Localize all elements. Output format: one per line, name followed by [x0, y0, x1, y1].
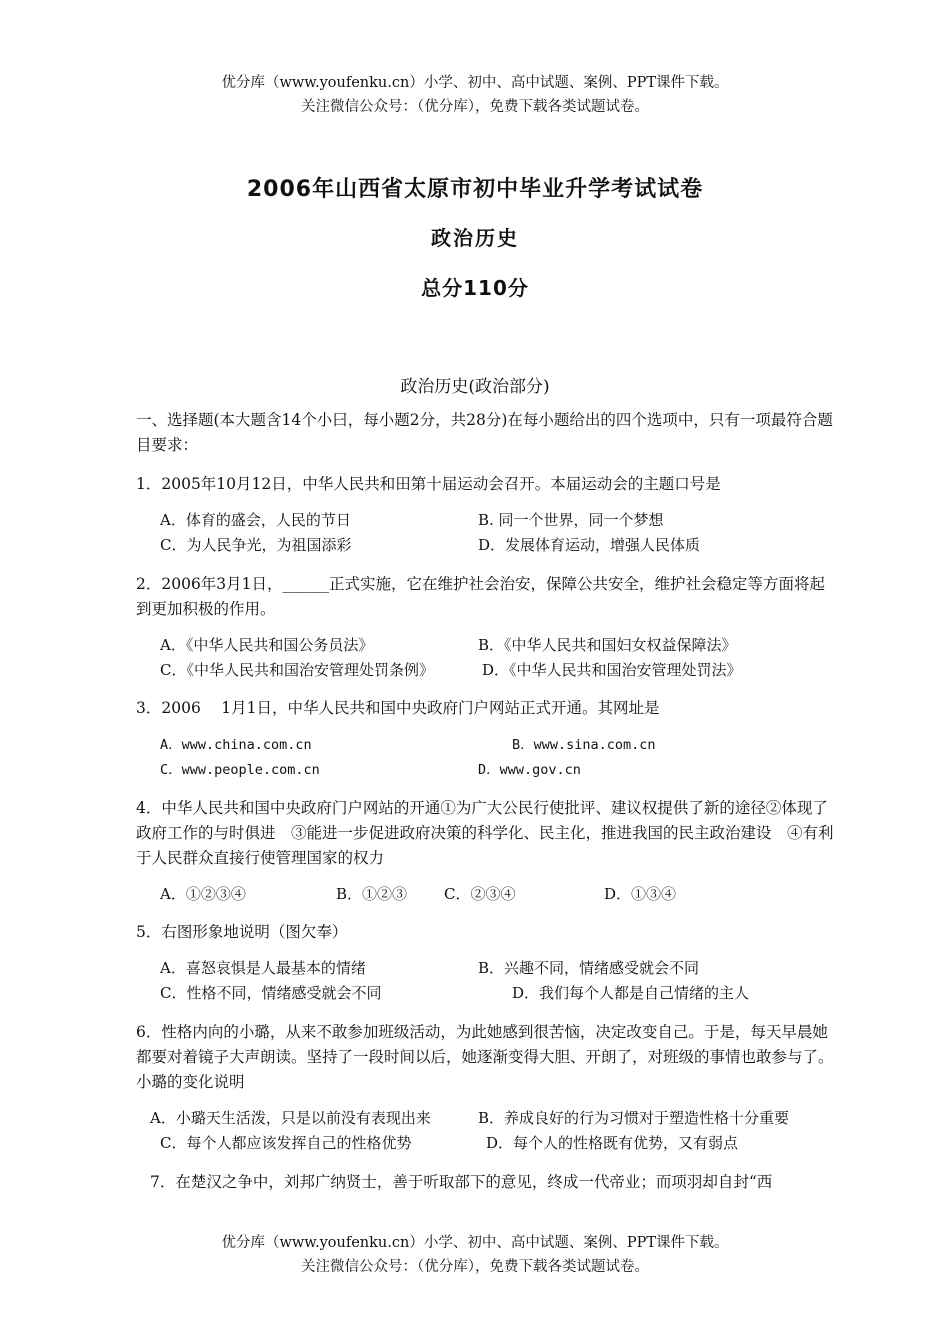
question-1-option-d: D．发展体育运动，增强人民体质	[478, 536, 701, 554]
question-2-stem-end: 正式实施，它在维护社会治安，保障公共安全，维护社会稳定等方面将起到更加积极的作用。	[136, 575, 826, 618]
question-5-option-a: A．喜怒哀惧是人最基本的情绪	[160, 959, 366, 977]
footer-line-1: 优分库（www.youfenku.cn）小学、初中、高中试题、案例、PPT课件下载。	[221, 1235, 729, 1251]
question-4-option-a: A．①②③④	[160, 885, 246, 903]
question-1-option-c: C．为人民争光，为祖国添彩	[160, 536, 352, 554]
question-3-option-c: C．www.people.com.cn	[160, 762, 320, 778]
question-6-stem: 6．性格内向的小璐，从来不敢参加班级活动，为此她感到很苦恼，决定改变自己。于是，每天早晨她都要对着镜子大声朗读。坚持了一段时间以后，她逐渐变得大胆、开朗了，对班级的事情也敢参与了。小璐的变化说明	[136, 1023, 834, 1091]
instructions: 一、选择题(本大题含14个小曰，每小题2分，共28分)在每小题给出的四个选项中，只有一项最符合题目要求：	[136, 411, 833, 454]
question-6-option-a: A．小璐天生活泼，只是以前没有表现出来	[150, 1109, 431, 1127]
question-5-option-c: C．性格不同，情绪感受就会不同	[160, 984, 382, 1002]
question-2-blank: ______	[282, 575, 330, 593]
question-1-option-a: A．体育的盛会，人民的节日	[160, 511, 351, 529]
question-1-option-b: B. 同一个世界，同一个梦想	[478, 511, 664, 529]
section-title: 政治历史(政治部分)	[400, 377, 550, 397]
question-4-stem: 4．中华人民共和国中央政府门户网站的开通①为广大公民行使批评、建议权提供了新的途径②体现了政府工作的与时俱进 ③能进一步促进政府决策的科学化、民主化，推进我国的民主政治建设 ④有利于人民群众直接行使管理国家的权力	[136, 799, 834, 867]
question-2-stem	[136, 572, 836, 622]
question-5-option-b: B．兴趣不同，情绪感受就会不同	[478, 959, 700, 977]
footer-line-2: 关注微信公众号：（优分库），免费下载各类试题试卷。	[301, 1259, 649, 1275]
question-5-option-d: D．我们每个人都是自己情绪的主人	[512, 984, 750, 1002]
header-line-2: 关注微信公众号：（优分库），免费下载各类试题试卷。	[301, 99, 649, 115]
question-3-stem: 3．2006 1月1日，中华人民共和国中央政府门户网站正式开通。其网址是	[136, 699, 660, 717]
header-line-1: 优分库（www.youfenku.cn）小学、初中、高中试题、案例、PPT课件下载。	[221, 75, 729, 91]
question-2-option-b: B．《中华人民共和国妇女权益保障法》	[478, 636, 737, 654]
question-3-option-a: A．www.china.com.cn	[160, 737, 312, 753]
question-2-option-c: C．《中华人民共和国治安管理处罚条例》	[160, 661, 434, 679]
question-6-option-c: C．每个人都应该发挥自己的性格优势	[160, 1134, 412, 1152]
question-4-option-b: B．①②③	[336, 885, 408, 903]
question-3-option-b: B．www.sina.com.cn	[512, 737, 656, 753]
exam-title: 2006年山西省太原市初中毕业升学考试试卷	[246, 177, 704, 202]
question-2-option-d: D．《中华人民共和国治安管理处罚法》	[482, 661, 742, 679]
question-3-option-d: D．www.gov.cn	[478, 762, 581, 778]
question-4-option-d: D．①③④	[604, 885, 677, 903]
question-1-stem: 1．2005年10月12日，中华人民共和田第十届运动会召开。本届运动会的主题口号是	[136, 475, 721, 493]
question-2-stem-start: 2．2006年3月1日，	[136, 575, 283, 593]
question-6-option-d: D．每个人的性格既有优势，又有弱点	[486, 1134, 739, 1152]
exam-subject: 政治历史	[431, 226, 519, 250]
question-6-option-b: B．养成良好的行为习惯对于塑造性格十分重要	[478, 1109, 790, 1127]
exam-total-score: 总分110分	[421, 276, 529, 300]
question-7-stem: 7．在楚汉之争中，刘邦广纳贤士，善于听取部下的意见，终成一代帝业；而项羽却自封“西	[150, 1173, 773, 1191]
question-4-option-c: C．②③④	[444, 885, 516, 903]
question-2-option-a: A．《中华人民共和国公务员法》	[160, 636, 374, 654]
question-5-stem: 5．右图形象地说明（图欠奉）	[136, 923, 348, 941]
